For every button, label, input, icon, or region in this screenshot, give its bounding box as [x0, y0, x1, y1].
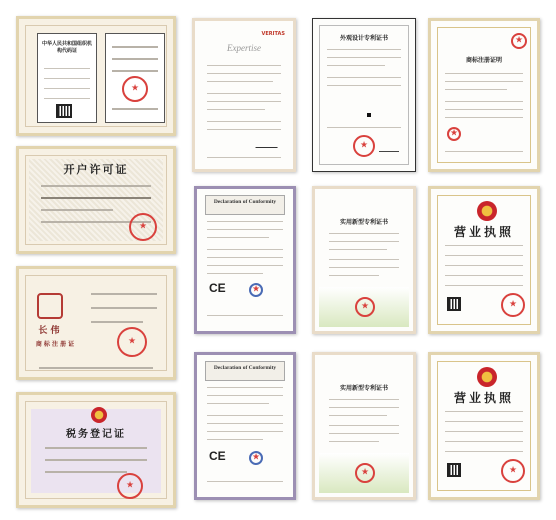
red-seal-icon	[501, 459, 525, 483]
expertise-title: Expertise	[227, 43, 261, 53]
brand-subtitle: 商 标 注 册 证	[35, 341, 75, 348]
red-seal-icon	[129, 213, 157, 241]
national-emblem-icon	[477, 201, 497, 221]
utility-patent-title: 实用新型专利证书	[339, 385, 388, 392]
red-seal-icon	[353, 135, 375, 157]
business-license-certificate-1	[428, 186, 540, 334]
red-seal-icon	[355, 463, 375, 483]
utility-patent-certificate-1	[312, 186, 416, 334]
trademark-registration-certificate	[428, 18, 540, 172]
ce-mark-icon: CE	[209, 449, 226, 463]
account-license-certificate	[16, 146, 176, 254]
org-code-left-panel	[37, 33, 97, 123]
signature-mark	[255, 139, 280, 148]
ce-declaration-certificate-2	[194, 352, 296, 500]
blue-seal-icon	[249, 283, 263, 297]
national-emblem-icon	[91, 407, 107, 423]
account-license-title: 开户许可证	[63, 163, 129, 176]
qr-code-icon	[56, 104, 72, 118]
brand-logo-icon	[37, 293, 63, 319]
national-emblem-icon	[477, 367, 497, 387]
red-seal-icon	[122, 76, 148, 102]
qr-code-icon	[447, 297, 461, 311]
ce-mark-icon: CE	[209, 281, 226, 295]
tax-registration-title: 税务登记证	[66, 429, 126, 440]
declaration-title: Declaration of Conformity	[213, 365, 277, 371]
red-seal-icon	[117, 473, 143, 499]
trademark-reg-title: 商标注册证明	[465, 57, 502, 64]
red-seal-icon	[117, 327, 147, 357]
org-code-right-panel	[105, 33, 165, 123]
business-license-title: 营业执照	[453, 391, 514, 405]
design-patent-certificate	[312, 18, 416, 172]
veritas-logo: VERITAS	[261, 31, 285, 37]
utility-patent-certificate-2	[312, 352, 416, 500]
red-seal-icon	[447, 127, 461, 141]
business-license-certificate-2	[428, 352, 540, 500]
design-patent-title: 外观设计专利证书	[339, 35, 388, 42]
ce-expertise-certificate	[192, 18, 296, 172]
org-code-certificate	[16, 16, 176, 136]
declaration-title: Declaration of Conformity	[213, 199, 277, 205]
brand-certificate	[16, 266, 176, 380]
red-seal-icon	[511, 33, 527, 49]
utility-patent-title: 实用新型专利证书	[339, 219, 388, 226]
brand-name: 长 伟	[38, 326, 60, 336]
red-seal-icon	[355, 297, 375, 317]
qr-code-icon	[447, 463, 461, 477]
org-code-title: 中华人民共和国组织机构代码证	[41, 41, 92, 54]
ce-declaration-certificate-1	[194, 186, 296, 334]
tax-registration-certificate	[16, 392, 176, 508]
business-license-title: 营业执照	[453, 225, 514, 239]
blue-seal-icon	[249, 451, 263, 465]
red-seal-icon	[501, 293, 525, 317]
